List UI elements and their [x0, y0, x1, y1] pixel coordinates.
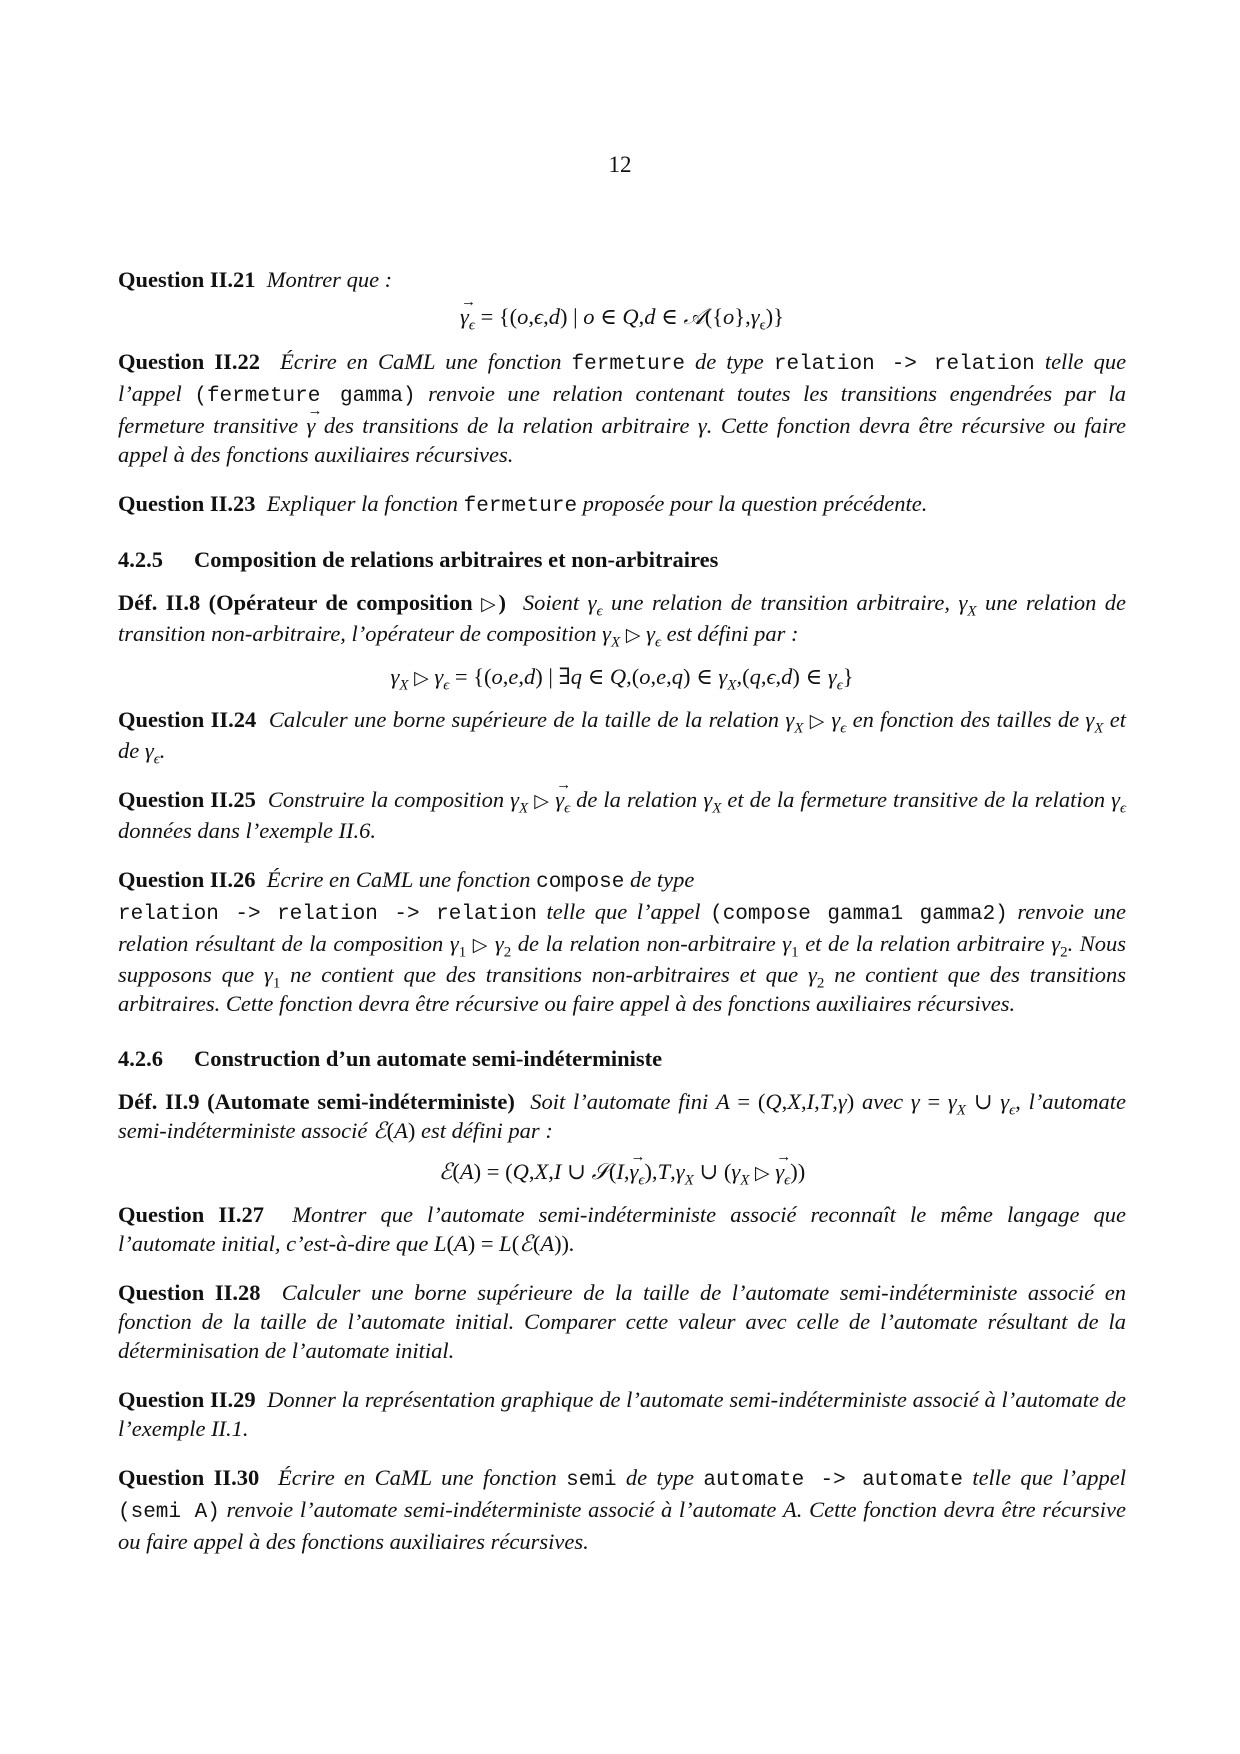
section-title: Composition de relations arbitraires et non-arbitraires: [194, 547, 719, 572]
question-II-26: Question II.26 Écrire en CaML une fonction compose de type relation -> relation -> relation telle que l’appel (compose gamma1 gamma2) renvoie une relation résultant de la composition $\gamma_1$ ▷ $\gamma_2$ de la relation non-arbitraire $\gamma_1$ et de la relation arbitraire $\gamma_2$. Nous supposons que $\gamma_1$ ne contient que des transitions non-arbitraires et que $\gamma_2$ ne contient que des transitions arbitraires. Cette fonction devra être récursive ou faire appel à des fonctions auxiliaires récursives.: [118, 867, 1127, 1016]
question-text: Montrer que :: [266, 267, 393, 292]
question-label: Question II.28: [118, 1280, 261, 1305]
code-call: (fermeture gamma): [194, 385, 416, 408]
section-title: Construction d’un automate semi-indéterministe: [194, 1046, 663, 1071]
question-II-29: [118, 1385, 1126, 1443]
code-type: relation -> relation -> relation: [118, 903, 537, 926]
question-label: Question II.27: [118, 1202, 265, 1227]
question-label: Question II.30: [118, 1465, 260, 1490]
question-II-23: Question II.23 Expliquer la fonction fermeture proposée pour la question précédente.: [118, 491, 928, 518]
question-label: Question II.22: [118, 349, 260, 374]
code-fermeture: fermeture: [463, 495, 578, 518]
question-label: Question II.29: [118, 1387, 256, 1412]
section-number: 4.2.5: [118, 547, 163, 572]
definition-II-8: Déf. II.8 (Opérateur de composition ▷) Soient $\gamma_\epsilon$ une relation de transition arbitraire, $\gamma_X$ une relation de transition non-arbitraire, l’opérateur de composition $\gamma_X$ ▷ $\gamma_\epsilon$ est défini par :: [118, 590, 1127, 651]
code-fermeture: fermeture: [571, 353, 685, 376]
question-II-24: Question II.24 Calculer une borne supérieure de la taille de la relation $\gamma_X$ ▷ $\gamma_\epsilon$ en fonction des tailles de $\gamma_X$ et de $\gamma_\epsilon$.: [118, 707, 1127, 768]
equation-composition: $\gamma_X$ ▷ $\gamma_\epsilon = \{(o,e,d)$ | ∃q ∈ Q,(o,e,q) ∈ $\gamma_X,(q,\epsilon,d)$ ∈ $\gamma_\epsilon$}: [390, 664, 854, 694]
question-II-22: Question II.22 Écrire en CaML une fonction fermeture de type relation -> relation telle que l’appel (fermeture gamma) renvoie une relation contenant toutes les transitions engendrées par la fermeture transitive → γ des transitions de la relation arbitraire γ. Cette fonction devra être récursive ou faire appel à des fonctions auxiliaires récursives.: [118, 347, 1126, 469]
code-call: (semi A): [118, 1501, 220, 1524]
definition-label: Déf. II.9 (Automate semi-indéterministe): [118, 1089, 515, 1114]
question-II-25: Question II.25 Construire la composition $\gamma_X$ ▷ → $\gamma_\epsilon$ de la relation $\gamma_X$ et de la fermeture transitive de la relation $\gamma_\epsilon$ données dans l’exemple II.6.: [118, 785, 1126, 845]
question-II-30: Question II.30 Écrire en CaML une fonction semi de type automate -> automate telle que l’appel (semi A) renvoie l’automate semi-indéterministe associé à l’automate A. Cette fonction devra être récursive ou faire appel à des fonctions auxiliaires récursives.: [118, 1465, 1127, 1554]
question-label: Question II.23: [118, 491, 256, 516]
question-label: Question II.24: [118, 707, 257, 732]
section-number: 4.2.6: [118, 1046, 163, 1071]
code-compose: compose: [536, 871, 625, 894]
question-label: Question II.21: [118, 267, 256, 292]
code-semi: semi: [566, 1469, 617, 1492]
page-content: [118, 265, 1126, 1556]
page-number: 12: [608, 152, 632, 177]
question-II-27: Question II.27 Montrer que l’automate semi-indéterministe associé reconnaît le même langage que l’automate initial, c’est-à-dire que L(A) = L(ℰ(A)).: [118, 1202, 1127, 1256]
question-text: Calculer une borne supérieure de la taille de l’automate semi-indéterministe associé en fonction de la taille de l’automate initial. Comparer cette valeur avec celle de l’automate résultant de la déterminisation de l’automate initial.: [118, 1280, 1127, 1363]
question-label: Question II.25: [118, 787, 256, 812]
code-call: (compose gamma1 gamma2): [710, 903, 1008, 926]
section-heading-4-2-5: [118, 545, 1126, 574]
code-type: automate -> automate: [703, 1469, 963, 1492]
question-label: Question II.26: [118, 867, 256, 892]
section-heading-4-2-6: [118, 1044, 1126, 1073]
definition-label: Déf. II.8 (Opérateur de composition: [118, 590, 473, 615]
equation-fermeture: → $\gamma_\epsilon = \{(o,\epsilon,d)$ | o ∈ Q,d ∈ $𝒜(\{o\},\gamma_\epsilon)$}: [118, 302, 1126, 331]
code-type: relation -> relation: [773, 353, 1035, 376]
equation-semi-automate: ℰ(A) = (Q,X,I ∪ 𝒮(I,→ $\gamma_\epsilon),T,\gamma_X$ ∪ ($\gamma_X$ ▷ → $\gamma_\epsilon$)): [118, 1157, 1126, 1188]
question-II-28: [118, 1278, 1126, 1365]
definition-II-9: Déf. II.9 (Automate semi-indéterministe) Soit l’automate fini A = (Q,X,I,T,γ) avec $\gamma = \gamma_X$ ∪ $\gamma_\epsilon$, l’automate semi-indéterministe associé ℰ(A) est défini par :: [118, 1089, 1127, 1143]
question-text: Donner la représentation graphique de l’automate semi-indéterministe associé à l’automate de l’exemple II.1.: [118, 1387, 1126, 1441]
question-II-21: [118, 265, 1126, 294]
